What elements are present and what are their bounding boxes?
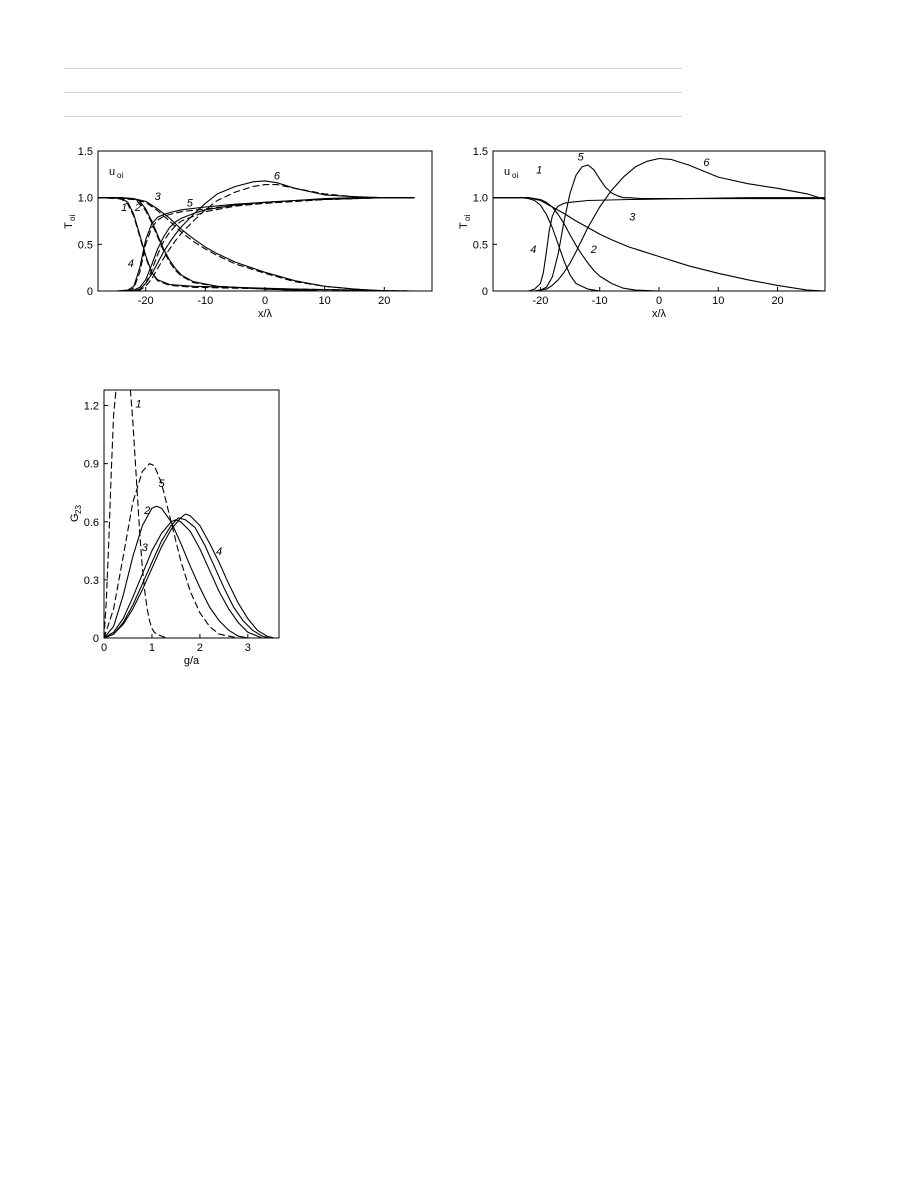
series-line-1-solid: [493, 198, 825, 291]
y-tick-label: 1.2: [83, 400, 99, 413]
curve-label-1: 1: [135, 398, 142, 411]
curve-label-3: 3: [629, 211, 636, 224]
corner-label: [504, 166, 518, 180]
x-axis-label: x/λ: [257, 308, 273, 320]
series-line-6-dashed: [98, 185, 414, 291]
curve-label-4: 4: [530, 244, 537, 256]
curve-label-2: 2: [590, 244, 597, 256]
curve-label-5: 5: [186, 197, 193, 210]
corner-label-sub: oi: [117, 171, 124, 180]
plot-frame: [104, 390, 279, 638]
x-tick-label: 10: [318, 295, 331, 307]
y-axis-label-main: G: [69, 513, 81, 522]
y-axis-label-sub: oi: [68, 214, 77, 221]
x-tick-label: -10: [591, 295, 608, 307]
series-line-6-solid: [493, 159, 825, 292]
curve-label-3: 3: [141, 541, 148, 554]
y-tick-label: 0.3: [83, 574, 99, 587]
curve-label-6: 6: [703, 157, 710, 170]
x-tick-label: 0: [100, 642, 108, 654]
y-tick-label: 0: [86, 286, 93, 298]
y-axis-label-sub: 23: [74, 505, 83, 514]
curve-label-3: 3: [154, 190, 161, 203]
y-axis-label: [69, 505, 83, 522]
y-tick-label: 0.5: [472, 239, 488, 252]
panel_c: [69, 390, 279, 667]
curve-label-1: 1: [121, 202, 128, 214]
panel_b: [458, 146, 825, 320]
y-tick-label: 1.0: [77, 192, 93, 205]
series-line-1-dashed: [130, 390, 180, 638]
y-axis-label: [458, 215, 472, 229]
curve-label-5: 5: [158, 478, 165, 490]
curve-label-6: 6: [273, 170, 280, 183]
series-line-4-dashed: [98, 198, 414, 291]
series-group: [104, 390, 274, 638]
series-line-3-solid: [493, 198, 825, 291]
x-axis-label: g/a: [183, 655, 200, 667]
corner-label-main: u: [109, 166, 116, 178]
y-tick-label: 1.0: [472, 192, 488, 205]
x-tick-label: 2: [196, 642, 203, 654]
y-tick-label: 0: [481, 286, 488, 298]
x-axis-label: x/λ: [651, 308, 667, 320]
plot-frame: [493, 151, 825, 291]
series-line-3-solid: [104, 518, 269, 638]
curve-label-2: 2: [134, 202, 142, 214]
y-axis-label: [63, 215, 77, 229]
corner-label: [109, 166, 123, 180]
curve-label-4: 4: [216, 545, 223, 558]
y-tick-label: 1.5: [472, 146, 488, 158]
corner-label-sub: oi: [512, 171, 519, 180]
series-line-4-solid: [493, 198, 825, 291]
x-tick-label: -10: [197, 295, 214, 307]
series-group: [493, 159, 825, 292]
x-tick-label: -20: [137, 295, 154, 307]
curve-label-1: 1: [536, 164, 543, 177]
curve-label-2: 2: [144, 505, 151, 518]
y-tick-label: 0.9: [83, 458, 99, 471]
series-line-2-solid: [493, 198, 825, 291]
x-tick-label: 3: [244, 642, 251, 654]
series-line-1-dashed: [104, 390, 118, 638]
x-tick-label: 1: [148, 642, 156, 654]
y-axis-label-main: T: [63, 222, 75, 229]
y-tick-label: 0: [92, 633, 99, 645]
panel_a: [63, 146, 432, 320]
x-tick-label: 0: [261, 295, 269, 307]
x-tick-label: 0: [655, 295, 663, 307]
x-tick-label: 10: [712, 295, 725, 307]
y-axis-label-main: T: [458, 222, 470, 229]
series-line-4-solid: [104, 514, 274, 638]
curve-label-4: 4: [127, 258, 134, 270]
x-tick-label: 20: [771, 295, 784, 307]
corner-label-main: u: [504, 166, 511, 178]
y-tick-label: 0.6: [83, 516, 99, 529]
x-tick-label: -20: [532, 295, 549, 307]
y-tick-label: 0.5: [77, 239, 93, 252]
y-tick-label: 1.5: [77, 146, 93, 158]
x-tick-label: 20: [378, 295, 391, 307]
curve-label-5: 5: [577, 151, 584, 164]
y-axis-label-sub: oi: [463, 214, 472, 221]
plot-frame: [98, 151, 432, 291]
series-group: [98, 181, 414, 291]
series-line-5-solid: [493, 165, 825, 291]
